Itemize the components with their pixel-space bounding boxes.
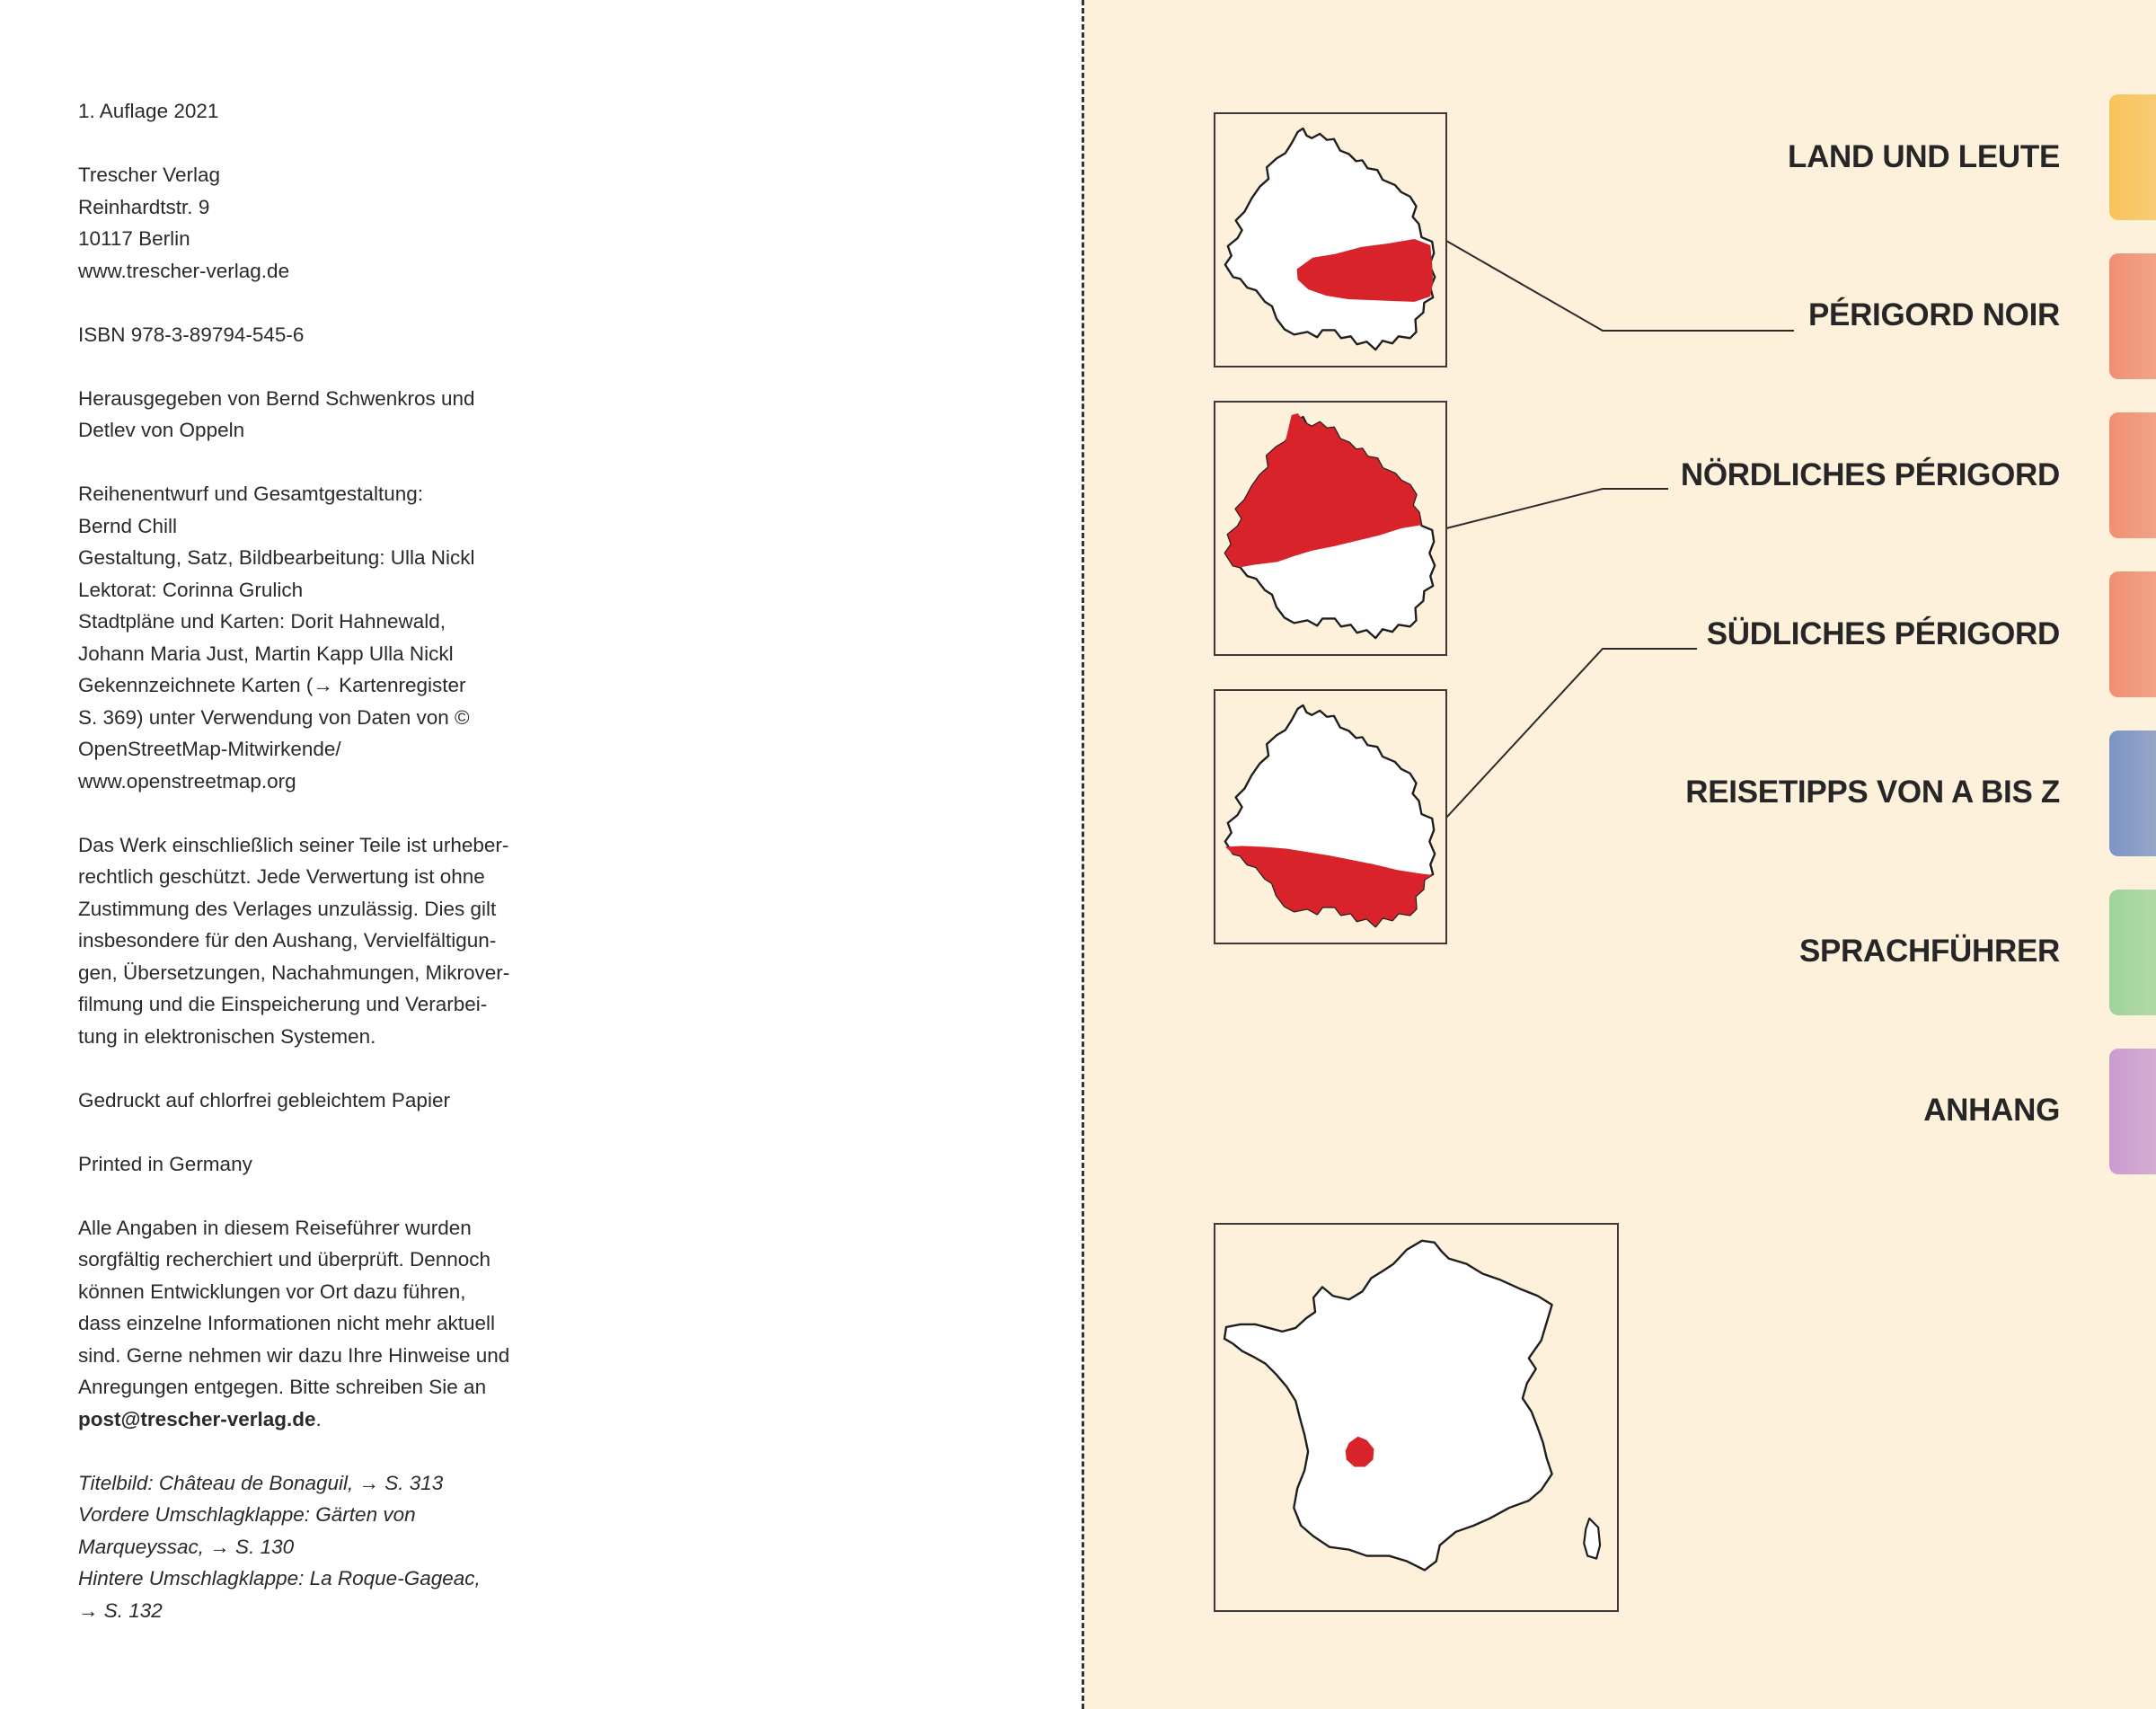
publisher-street: Reinhardtstr. 9 — [78, 195, 210, 218]
leader-noerdliches — [1446, 489, 1668, 528]
leader-suedliches — [1446, 649, 1697, 818]
thumb-tab-anhang[interactable] — [2109, 1049, 2156, 1174]
disclaimer-line: dass einzelne Informationen nicht mehr aktuell — [78, 1312, 496, 1334]
chapter-land-und-leute[interactable]: LAND UND LEUTE — [1787, 139, 2060, 174]
credits-line: S. 369) unter Verwendung von Daten von © — [78, 705, 470, 729]
editors — [78, 383, 518, 447]
thumb-tab-land-und-leute[interactable] — [2109, 94, 2156, 220]
printed-note: Printed in Germany — [78, 1152, 252, 1175]
photo-credit-line: → S. 132 — [78, 1598, 163, 1622]
map-france-overview[interactable] — [1214, 1223, 1619, 1612]
photo-credit-line: Vordere Umschlagklappe: Gärten von — [78, 1503, 416, 1526]
disclaimer-line: sorgfältig recherchiert und überprüft. Dennoch — [78, 1248, 491, 1271]
publisher-website[interactable]: www.trescher-verlag.de — [78, 259, 290, 282]
edition: 1. Auflage 2021 — [78, 100, 219, 122]
email-link[interactable]: post@trescher-verlag.de — [78, 1407, 316, 1430]
map-perigord-noir[interactable] — [1214, 112, 1447, 367]
credits-line: Gestaltung, Satz, Bildbearbeitung: Ulla Nickl — [78, 546, 475, 569]
credits-line: Gekennzeichnete Karten (→ Kartenregister — [78, 674, 466, 696]
paper-note: Gedruckt auf chlorfrei gebleichtem Papier — [78, 1088, 450, 1111]
copyright-notice — [78, 829, 518, 1053]
photo-credit-line: Hintere Umschlagklappe: La Roque-Gageac, — [78, 1567, 481, 1589]
photo-credit-line: Titelbild: Château de Bonaguil, → S. 313 — [78, 1471, 444, 1494]
thumb-tab-sprachfuehrer[interactable] — [2109, 890, 2156, 1015]
imprint-text — [78, 95, 518, 1659]
thumb-tab-noerdliches-perigord[interactable] — [2109, 412, 2156, 538]
map-noerdliches-perigord[interactable] — [1214, 401, 1447, 656]
disclaimer — [78, 1212, 518, 1436]
publisher-city: 10117 Berlin — [78, 227, 190, 250]
dordogne-outline-icon — [1215, 691, 1445, 943]
disclaimer-email-line — [78, 1404, 518, 1436]
publisher-address — [78, 159, 518, 287]
chapter-noerdliches-perigord[interactable]: NÖRDLICHES PÉRIGORD — [1680, 457, 2060, 492]
copyright-line: Zustimmung des Verlages unzulässig. Dies gilt — [78, 897, 497, 920]
isbn: ISBN 978-3-89794-545-6 — [78, 323, 305, 346]
disclaimer-line: Anregungen entgegen. Bitte schreiben Sie an — [78, 1376, 487, 1398]
copyright-line: insbesondere für den Aushang, Vervielfältigun- — [78, 929, 497, 952]
dordogne-outline-icon — [1215, 114, 1445, 366]
chapter-anhang[interactable]: ANHANG — [1923, 1093, 2060, 1128]
credits-line: OpenStreetMap-Mitwirkende/ — [78, 738, 341, 760]
thumb-tab-perigord-noir[interactable] — [2109, 253, 2156, 379]
editors-line: Detlev von Oppeln — [78, 419, 245, 441]
chapter-suedliches-perigord[interactable]: SÜDLICHES PÉRIGORD — [1706, 616, 2060, 651]
copyright-line: Das Werk einschließlich seiner Teile ist urheber- — [78, 833, 509, 856]
credits-line: Reihenentwurf und Gesamtgestaltung: — [78, 483, 423, 505]
copyright-line: gen, Übersetzungen, Nachahmungen, Mikrover- — [78, 961, 510, 984]
credits-line: Johann Maria Just, Martin Kapp Ulla Nickl — [78, 642, 454, 665]
france-outline-icon — [1215, 1225, 1617, 1610]
email-suffix: . — [315, 1407, 322, 1430]
thumb-tab-suedliches-perigord[interactable] — [2109, 571, 2156, 697]
osm-website[interactable]: www.openstreetmap.org — [78, 769, 296, 793]
disclaimer-line: sind. Gerne nehmen wir dazu Ihre Hinweise und — [78, 1343, 510, 1367]
editors-line: Herausgegeben von Bernd Schwenkros und — [78, 386, 475, 410]
copyright-line: filmung und die Einspeicherung und Verarbei- — [78, 993, 488, 1015]
credits — [78, 478, 518, 797]
dordogne-outline-icon — [1215, 403, 1445, 654]
chapter-reisetipps[interactable]: REISETIPPS VON A BIS Z — [1685, 775, 2060, 810]
photo-credits — [78, 1467, 518, 1627]
publisher-name: Trescher Verlag — [78, 164, 220, 186]
credits-line: Bernd Chill — [78, 514, 178, 537]
map-suedliches-perigord[interactable] — [1214, 689, 1447, 944]
chapter-perigord-noir[interactable]: PÉRIGORD NOIR — [1807, 297, 2060, 332]
disclaimer-line: können Entwicklungen vor Ort dazu führen, — [78, 1280, 466, 1303]
credits-line: Lektorat: Corinna Grulich — [78, 578, 304, 601]
disclaimer-line: Alle Angaben in diesem Reiseführer wurden — [78, 1216, 472, 1239]
copyright-line: rechtlich geschützt. Jede Verwertung ist ohne — [78, 865, 485, 888]
thumb-tab-reisetipps[interactable] — [2109, 731, 2156, 856]
chapter-sprachfuehrer[interactable]: SPRACHFÜHRER — [1798, 934, 2060, 969]
photo-credit-line: Marqueyssac, → S. 130 — [78, 1535, 295, 1558]
contents-page — [1084, 0, 2156, 1709]
copyright-line: tung in elektronischen Systemen. — [78, 1024, 376, 1048]
credits-line: Stadtpläne und Karten: Dorit Hahnewald, — [78, 610, 446, 633]
leader-perigord-noir — [1446, 241, 1794, 331]
